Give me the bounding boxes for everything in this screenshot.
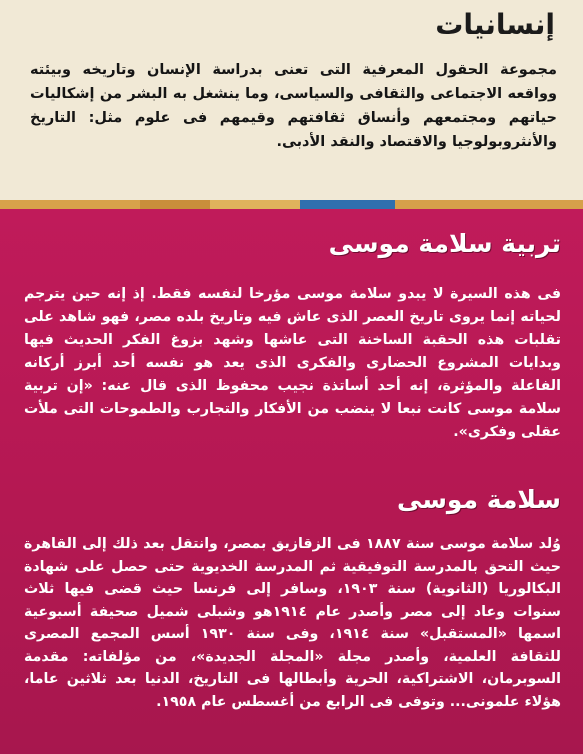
band-segment (0, 200, 140, 209)
band-segment (300, 200, 395, 209)
book-panel (0, 209, 583, 754)
color-divider-band (0, 200, 583, 209)
author-heading: سلامة موسى (397, 485, 561, 514)
intro-section (0, 0, 583, 200)
intro-paragraph: مجموعة الحقول المعرفية التى تعنى بدراسة الإنسان وتاريخه وبيئته وواقعه الاجتماعى والثقافى والسياسى، وما ينشغل به البشر من إشكاليات حياتهم ومجتمعهم وأنساق ثقافتهم وقيمهم فى علوم مثل: التاريخ والأنثروبولوجيا والاقتصاد والنقد الأدبى. (30, 62, 557, 150)
book-title-heading: تربية سلامة موسى (328, 229, 561, 258)
section-heading-insaniyat: إنسانيات (435, 8, 555, 41)
band-segment (395, 200, 583, 209)
book-description-paragraph: فى هذه السيرة لا يبدو سلامة موسى مؤرخا لنفسه فقط. إذ إنه حين يترجم لحياته إنما يروى تاريخ العصر الذى عاش فيه وتاريخ بلده مصر، فهو شاهد على تقلبات هذه الحقبة الساخنة التى عاشها وشهد بزوغ الفكر الحديث فيها وبدايات المشروع الحضارى والفكرى الذى يعد هو نفسه أحد أبرز أركانه الفاعلة والمؤثرة، إنه أحد أساتذة نجيب محفوظ الذى قال عنه: «إن تربية سلامة موسى كانت نبعا لا ينضب من الأفكار والتجارب والطموحات التى ملأت عقلى وفكرى». (24, 286, 561, 440)
band-segment (210, 200, 300, 209)
author-bio-paragraph: وُلد سلامة موسى سنة ١٨٨٧ فى الزقازيق بمصر، وانتقل بعد ذلك إلى القاهرة حيث التحق بالمدرسة التوفيقية ثم المدرسة الخديوية حتى حصل على شهادة البكالوريا (الثانوية) سنة ١٩٠٣، وسافر إلى فرنسا حيث قضى فيها ثلاث سنوات وعاد إلى مصر وأصدر عام ١٩١٤هو وشبلى شميل صحيفة أسبوعية اسمها «المستقبل» سنة ١٩١٤، وفى سنة ١٩٣٠ أسس المجمع المصرى للثقافة العلمية، وأصدر مجلة «المجلة الجديدة»، من مؤلفاته: مقدمة السوبرمان، الاشتراكية، الحرية وأبطالها فى التاريخ، الدنيا بعد ثلاثين عاما، هؤلاء علمونى... وتوفى فى الرابع من أغسطس عام ١٩٥٨. (24, 536, 562, 710)
band-segment (140, 200, 210, 209)
